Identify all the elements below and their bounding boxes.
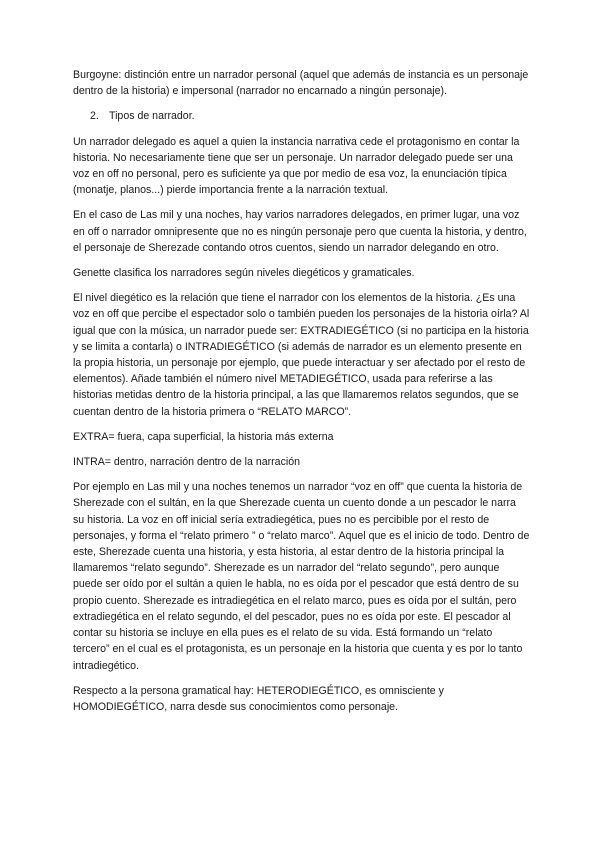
paragraph-ejemplo: Por ejemplo en Las mil y una noches tenemos un narrador “voz en off” que cuenta la historia de Sherezade con el sultán, en la que Sherezade cuenta un cuento donde a un pescador le narra su historia. La voz en off inicial sería extradiegética, pues no es percibible por el resto de personajes, y forma el “relato primero ” o “relato marco”. Aquel que es el inicio de todo. Dentro de este, Sherezade cuenta una historia, y esta historia, al estar dentro de la historia principal la llamaremos “relato segundo”. Sherezade es un narrador del “relato segundo”, pero aunque puede ser oído por el sultán a quien le habla, no es oída por el pescador que está dentro de su propio cuento. Sherezade es intradiegética en el relato marco, pues es oída por el sultán, pero extradiegética en el relato segundo, el del pescador, pues no es oída por este. El pescador al contar su historia se incluye en ella pues es el relato de su vida. Está formando un “relato tercero” en el cual es el protagonista, es un personaje en la historia que cuenta y es por lo tanto intradiegético. <box>73 481 530 672</box>
paragraph-nivel-diegetico: El nivel diegético es la relación que tiene el narrador con los elementos de la historia. ¿Es una voz en off que percibe el espectador solo o también pueden los personajes de la historia oírla? Al igual que con la música, un narrador puede ser: EXTRADIEGÉTICO (si no participa en la historia y se limita a contarla) o INTRADIEGÉTICO (si además de narrador es un elemento presente en la propia historia, un personaje por ejemplo, que puede interactuar y ser afectado por el resto de elementos). Añade también el número nivel METADIEGÉTICO, usada para referirse a las historias metidas dentro de la historia principal, a las que llamaremos relatos segundos, que se cuentan dentro de la historia primera o “RELATO MARCO”. <box>73 292 530 418</box>
list-item-tipos-de-narrador <box>73 108 530 124</box>
paragraph-extra: EXTRA= fuera, capa superficial, la historia más externa <box>73 430 334 443</box>
paragraph-narrador-delegado: Un narrador delegado es aquel a quien la instancia narrativa cede el protagonismo en contar la historia. No necesariamente tiene que ser un personaje. Un narrador delegado puede ser una voz en off no personal, pero es suficiente ya que por medio de esa voz, la enunciación típica (monatje, planos...) pierde importancia frente a la narración textual. <box>73 135 520 197</box>
paragraph-mil-y-una-noches: En el caso de Las mil y una noches, hay varios narradores delegados, en primer lugar, una voz en off o narrador omnipresente que no es ningún personaje pero que cuenta la historia, y dentro, el personaje de Sherezade contando otros cuentos, siendo un narrador delegando en otro. <box>73 209 527 254</box>
paragraph-burgoyne: Burgoyne: distinción entre un narrador personal (aquel que además de instancia es un personaje dentro de la historia) e impersonal (narrador no encarnado a ningún personaje). <box>73 69 529 98</box>
list-number: 2. <box>90 110 99 123</box>
paragraph-persona-gramatical: Respecto a la persona gramatical hay: HETERODIEGÉTICO, es omnisciente y HOMODIEGÉTICO, narra desde sus conocimientos como personaje. <box>73 684 444 713</box>
list-item-text: Tipos de narrador. <box>109 110 195 123</box>
paragraph-intra: INTRA= dentro, narración dentro de la narración <box>73 456 301 469</box>
paragraph-genette: Genette clasifica los narradores según niveles diegéticos y gramaticales. <box>73 267 415 280</box>
